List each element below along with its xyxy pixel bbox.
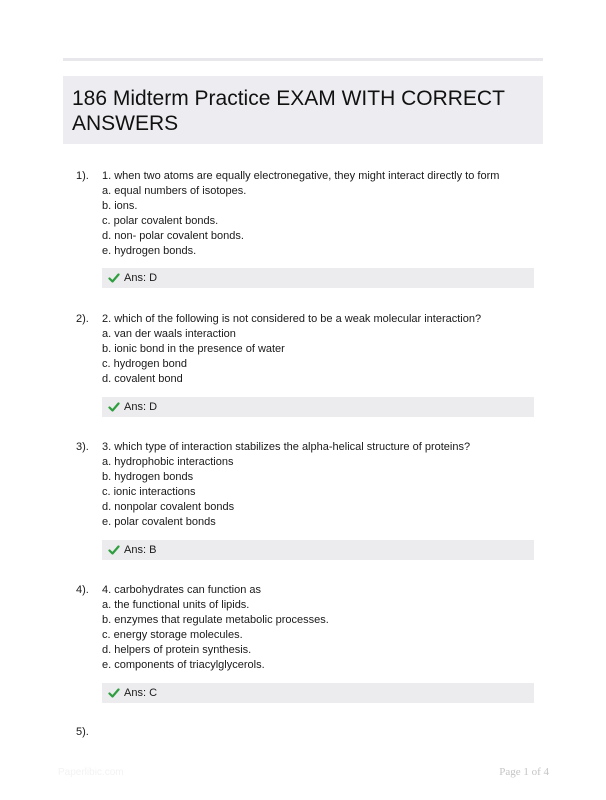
answer-bar bbox=[102, 397, 534, 417]
document-title: 186 Midterm Practice EXAM WITH CORRECT ANSWERS bbox=[72, 87, 505, 135]
option-b: b. enzymes that regulate metabolic processes. bbox=[102, 614, 329, 626]
question-prompt: 4. carbohydrates can function as bbox=[102, 584, 261, 596]
check-icon bbox=[108, 544, 120, 556]
option-d: d. covalent bond bbox=[102, 373, 183, 385]
option-c: c. ionic interactions bbox=[102, 486, 196, 498]
option-a: a. equal numbers of isotopes. bbox=[102, 185, 247, 197]
answer-text: Ans: D bbox=[124, 272, 158, 284]
option-a: a. van der waals interaction bbox=[102, 328, 236, 340]
question-body bbox=[102, 583, 534, 673]
option-c: c. polar covalent bonds. bbox=[102, 215, 219, 227]
option-d: d. non- polar covalent bonds. bbox=[102, 230, 244, 242]
check-icon bbox=[108, 272, 120, 284]
question-body bbox=[102, 312, 534, 387]
option-a: a. the functional units of lipids. bbox=[102, 599, 250, 611]
option-e: e. polar covalent bonds bbox=[102, 516, 216, 528]
option-e: e. hydrogen bonds. bbox=[102, 245, 197, 257]
question-body bbox=[102, 440, 534, 530]
option-e: e. components of triacylglycerols. bbox=[102, 659, 265, 671]
question-number: 3). bbox=[76, 441, 89, 453]
option-c: c. energy storage molecules. bbox=[102, 629, 243, 641]
check-icon bbox=[108, 401, 120, 413]
option-a: a. hydrophobic interactions bbox=[102, 456, 234, 468]
option-c: c. hydrogen bond bbox=[102, 358, 188, 370]
top-divider bbox=[63, 58, 543, 61]
question-number: 1). bbox=[76, 170, 89, 182]
page-indicator: Page 1 of 4 bbox=[499, 766, 549, 778]
question-prompt: 3. which type of interaction stabilizes the alpha-helical structure of proteins? bbox=[102, 441, 471, 453]
question-prompt: 2. which of the following is not considered to be a weak molecular interaction? bbox=[102, 313, 482, 325]
answer-bar bbox=[102, 540, 534, 560]
question-number: 4). bbox=[76, 584, 89, 596]
option-d: d. helpers of protein synthesis. bbox=[102, 644, 252, 656]
question-body bbox=[102, 169, 534, 259]
answer-bar bbox=[102, 268, 534, 288]
footer-watermark: Paperlibic.com bbox=[58, 767, 124, 778]
answer-text: Ans: D bbox=[124, 401, 158, 413]
answer-text: Ans: C bbox=[124, 687, 158, 699]
option-b: b. ions. bbox=[102, 200, 138, 212]
question-prompt: 1. when two atoms are equally electronegative, they might interact directly to form bbox=[102, 170, 500, 182]
answer-bar bbox=[102, 683, 534, 703]
option-b: b. ionic bond in the presence of water bbox=[102, 343, 285, 355]
title-banner bbox=[63, 76, 543, 144]
question-number: 5). bbox=[76, 726, 89, 738]
option-b: b. hydrogen bonds bbox=[102, 471, 194, 483]
question-number: 2). bbox=[76, 313, 89, 325]
answer-text: Ans: B bbox=[124, 544, 157, 556]
check-icon bbox=[108, 687, 120, 699]
option-d: d. nonpolar covalent bonds bbox=[102, 501, 235, 513]
